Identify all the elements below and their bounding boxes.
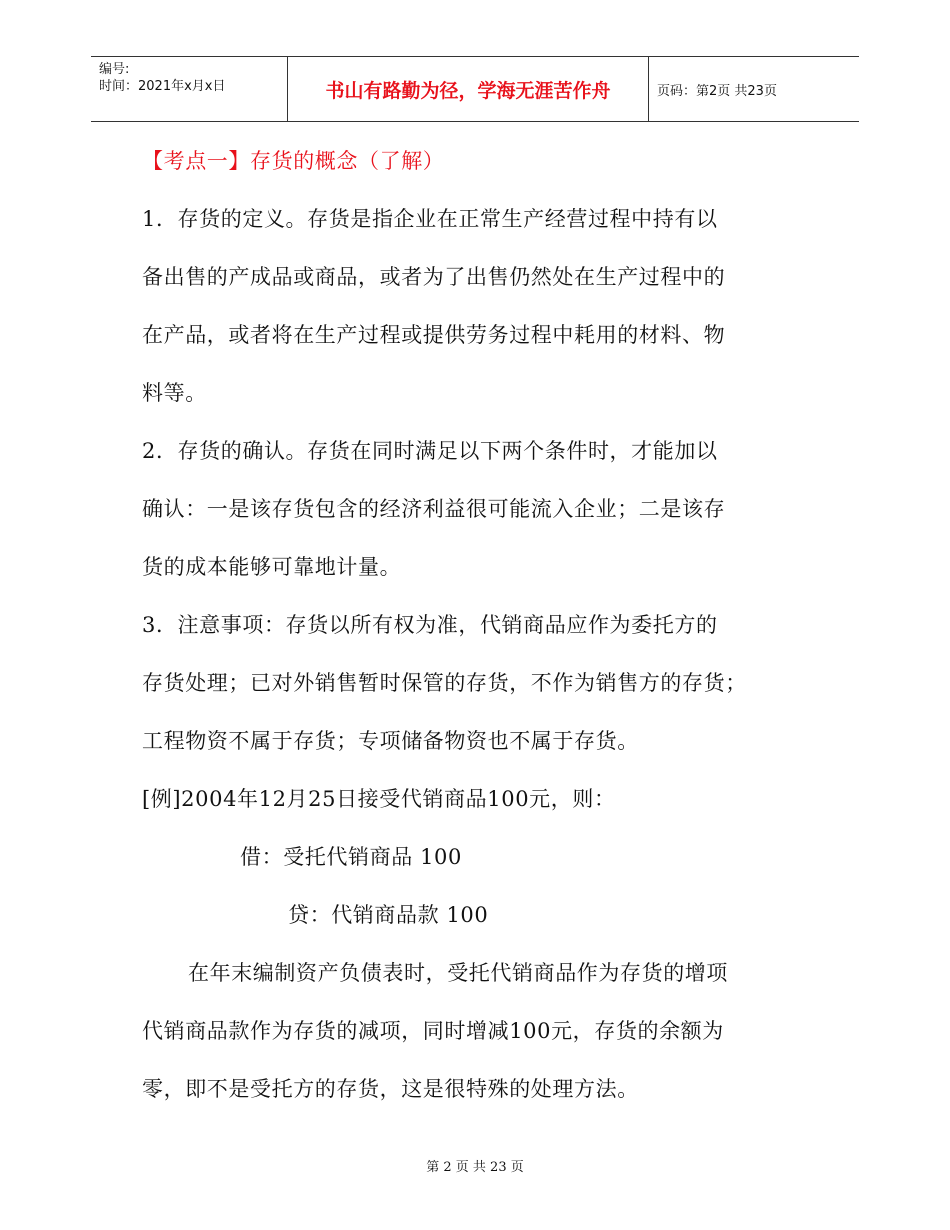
document-time-label: 时间：2021年x月x日 bbox=[99, 79, 226, 94]
header-meta bbox=[91, 57, 287, 121]
journal-debit-entry: 借：受托代销商品 100 bbox=[240, 845, 462, 869]
body-line: 3．注意事项：存货以所有权为准，代销商品应作为委托方的 bbox=[142, 613, 718, 637]
section-heading: 【考点一】存货的概念（了解） bbox=[142, 149, 445, 173]
closing-line: 代销商品款作为存货的减项，同时增减100元，存货的余额为 bbox=[142, 1019, 724, 1043]
body-line: 2．存货的确认。存货在同时满足以下两个条件时，才能加以 bbox=[142, 439, 718, 463]
body-line: 1．存货的定义。存货是指企业在正常生产经营过程中持有以 bbox=[142, 207, 718, 231]
closing-line: 零，即不是受托方的存货，这是很特殊的处理方法。 bbox=[142, 1077, 639, 1101]
body-line: 确认：一是该存货包含的经济利益很可能流入企业；二是该存 bbox=[142, 497, 726, 521]
body-line: 工程物资不属于存货；专项储备物资也不属于存货。 bbox=[142, 729, 639, 753]
closing-line: 在年末编制资产负债表时，受托代销商品作为存货的增项 bbox=[188, 961, 728, 985]
journal-credit-entry: 贷：代销商品款 100 bbox=[288, 903, 489, 927]
document-body bbox=[142, 132, 822, 1118]
page-footer: 第 2 页 共 23 页 bbox=[426, 1160, 524, 1175]
header-motto: 书山有路勤为径，学海无涯苦作舟 bbox=[287, 57, 649, 121]
body-line: 存货处理；已对外销售暂时保管的存货，不作为销售方的存货； bbox=[142, 671, 747, 695]
body-line: 备出售的产成品或商品，或者为了出售仍然处在生产过程中的 bbox=[142, 265, 726, 289]
body-line: 货的成本能够可靠地计量。 bbox=[142, 555, 402, 579]
example-line: [例]2004年12月25日接受代销商品100元，则： bbox=[142, 787, 616, 811]
body-line: 料等。 bbox=[142, 381, 207, 405]
header-page-label: 页码：第2页 共23页 bbox=[657, 83, 777, 99]
body-line: 在产品，或者将在生产过程或提供劳务过程中耗用的材料、物 bbox=[142, 323, 726, 347]
document-number-label: 编号: bbox=[99, 62, 130, 77]
page-header bbox=[91, 56, 859, 122]
